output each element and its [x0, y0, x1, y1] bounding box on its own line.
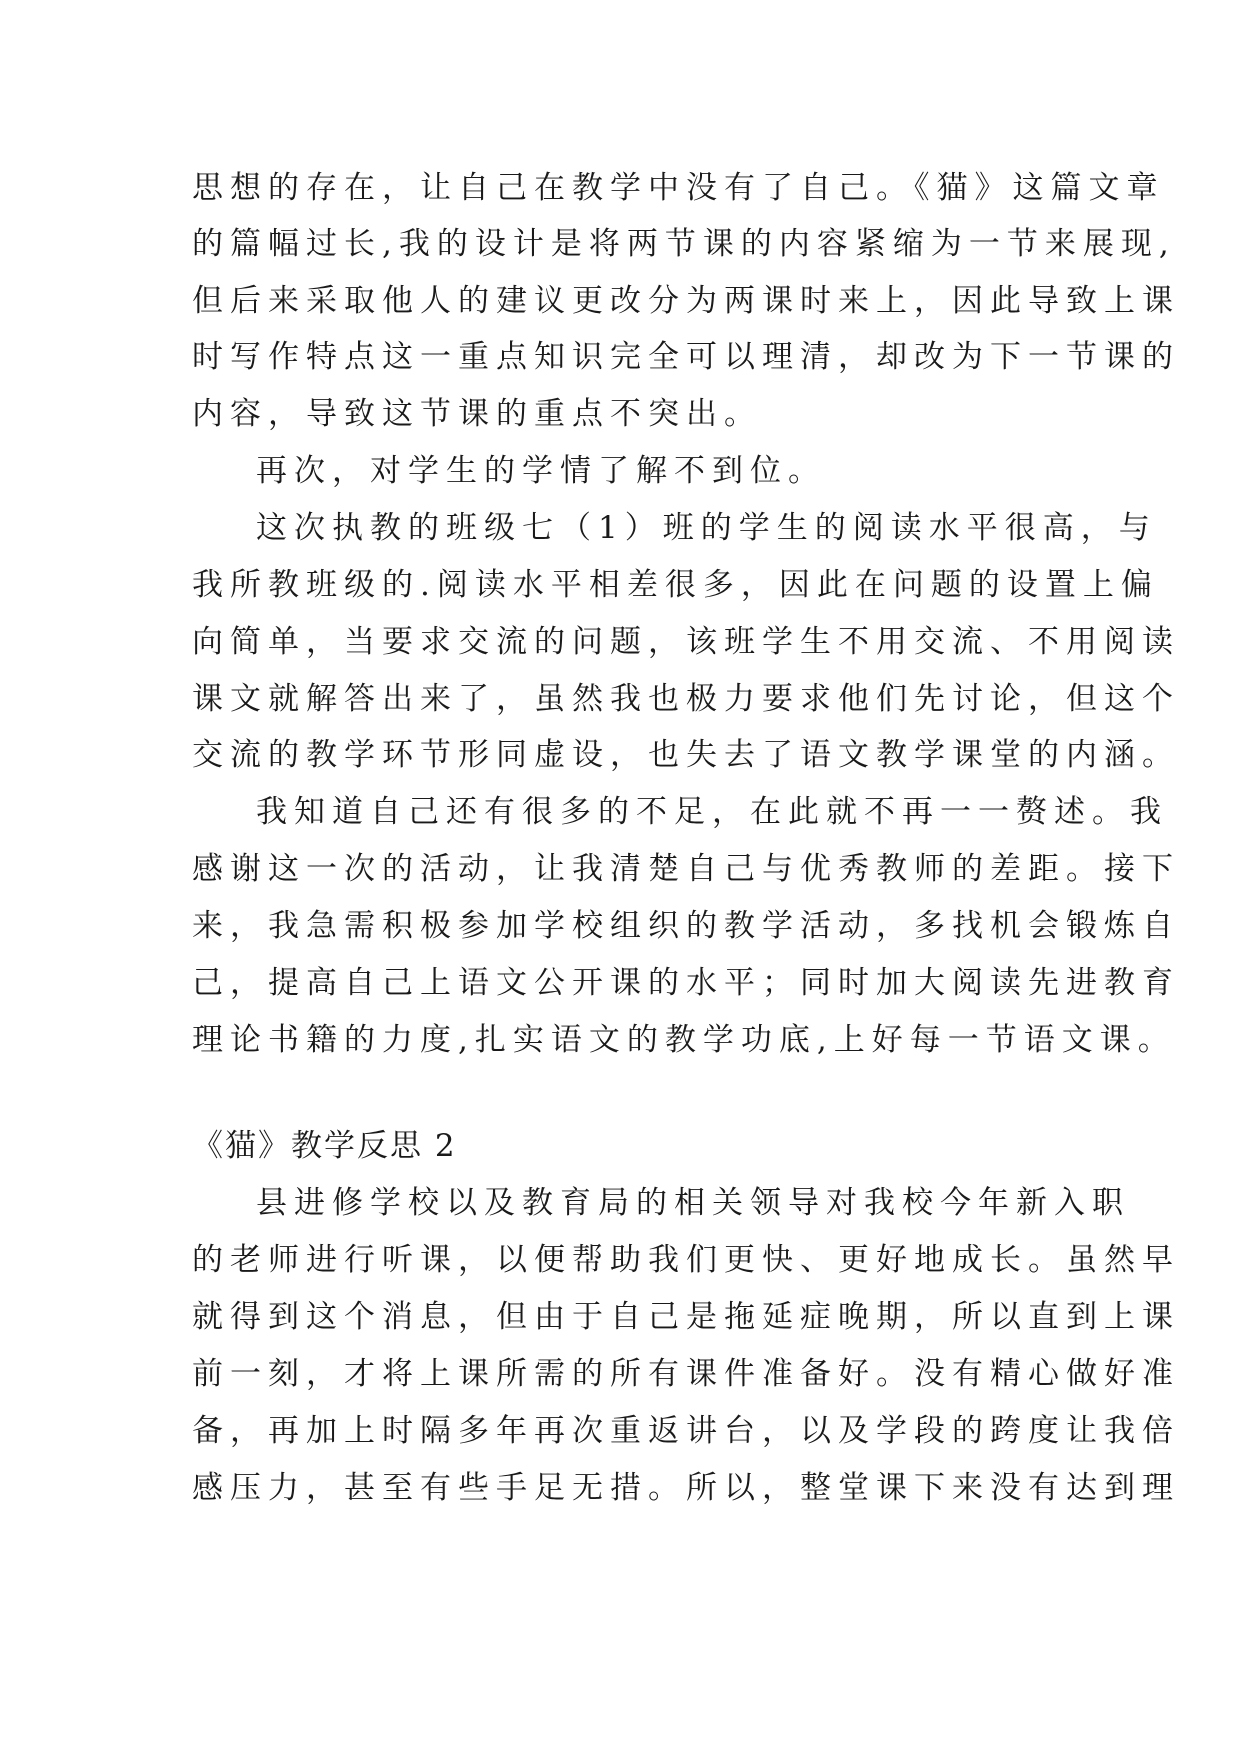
paragraph-line: 理论书籍的力度,扎实语文的教学功底,上好每一节语文课。 — [192, 1022, 1176, 1058]
paragraph-line: 备，再加上时隔多年再次重返讲台，以及学段的跨度让我倍 — [192, 1413, 1180, 1449]
paragraph-line: 感谢这一次的活动，让我清楚自己与优秀教师的差距。接下 — [192, 851, 1180, 887]
paragraph-line: 就得到这个消息，但由于自己是拖延症晚期，所以直到上课 — [192, 1299, 1180, 1335]
paragraph-line: 己，提高自己上语文公开课的水平；同时加大阅读先进教育 — [192, 965, 1180, 1001]
paragraph-line: 课文就解答出来了，虽然我也极力要求他们先讨论，但这个 — [192, 681, 1180, 717]
paragraph-line: 来，我急需积极参加学校组织的教学活动，多找机会锻炼自 — [192, 908, 1180, 944]
paragraph-line: 的老师进行听课，以便帮助我们更快、更好地成长。虽然早 — [192, 1242, 1180, 1278]
paragraph-line: 内容，导致这节课的重点不突出。 — [192, 396, 762, 432]
paragraph-line: 思想的存在，让自己在教学中没有了自己。《猫》这篇文章 — [192, 170, 1165, 206]
paragraph-line: 时写作特点这一重点知识完全可以理清，却改为下一节课的 — [192, 339, 1180, 375]
paragraph-line: 我所教班级的.阅读水平相差很多，因此在问题的设置上偏 — [192, 567, 1159, 603]
section-heading: 《猫》教学反思 2 — [192, 1128, 457, 1164]
paragraph-line: 我知道自己还有很多的不足，在此就不再一一赘述。我 — [256, 794, 1168, 830]
paragraph-line: 前一刻，才将上课所需的所有课件准备好。没有精心做好准 — [192, 1356, 1180, 1392]
paragraph-line: 但后来采取他人的建议更改分为两课时来上，因此导致上课 — [192, 283, 1180, 319]
paragraph-line: 县进修学校以及教育局的相关领导对我校今年新入职 — [256, 1185, 1130, 1221]
paragraph-line: 向简单，当要求交流的问题，该班学生不用交流、不用阅读 — [192, 624, 1180, 660]
paragraph-line: 再次，对学生的学情了解不到位。 — [256, 453, 826, 489]
paragraph-line: 的篇幅过长,我的设计是将两节课的内容紧缩为一节来展现, — [192, 226, 1176, 262]
paragraph-line: 感压力，甚至有些手足无措。所以，整堂课下来没有达到理 — [192, 1470, 1180, 1506]
paragraph-line: 交流的教学环节形同虚设，也失去了语文教学课堂的内涵。 — [192, 737, 1180, 773]
paragraph-line: 这次执教的班级七（1）班的学生的阅读水平很高，与 — [256, 510, 1157, 546]
